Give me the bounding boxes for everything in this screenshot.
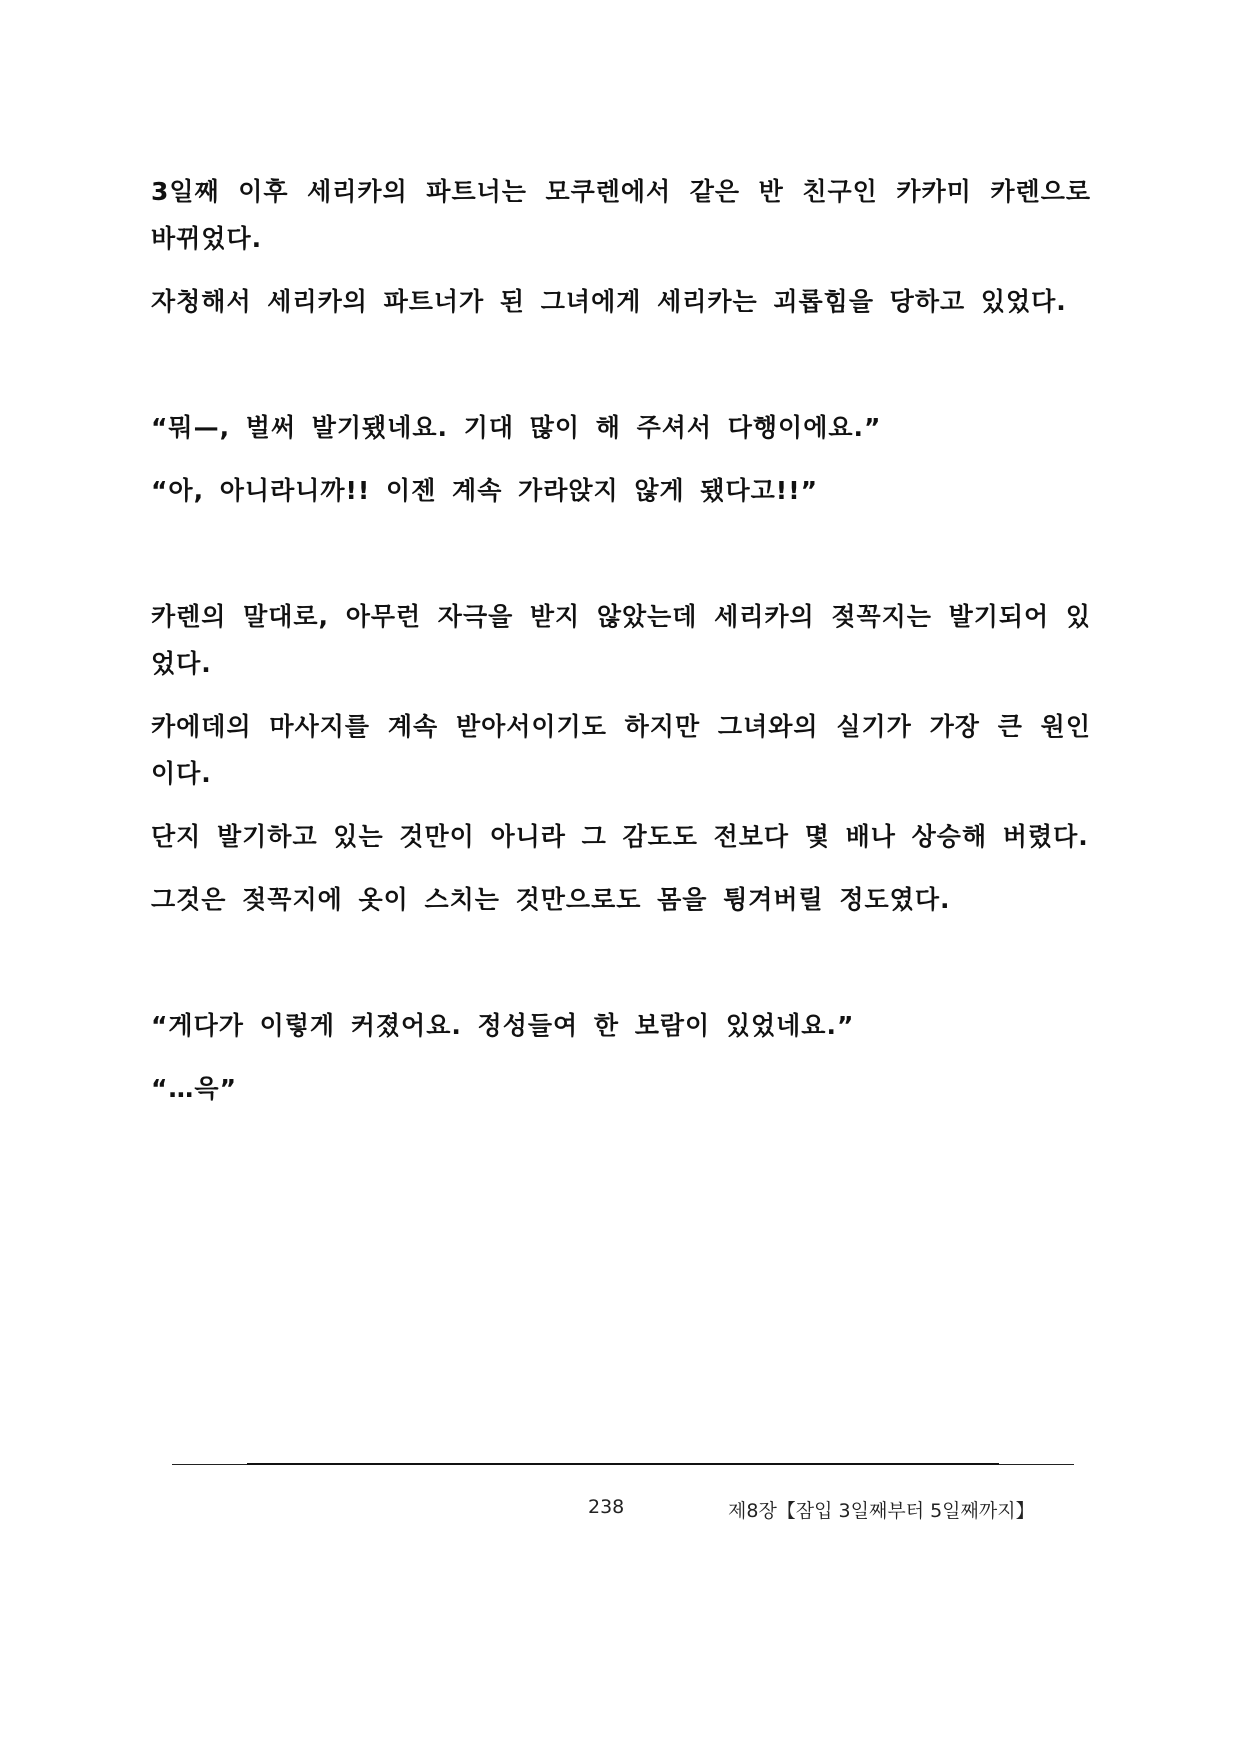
paragraph-gap — [151, 530, 1091, 593]
paragraph-gap — [151, 939, 1091, 1002]
footer-rule-accent — [247, 1463, 999, 1465]
paragraph-3: 카렌의 말대로, 아무런 자극을 받지 않았는데 세리카의 젖꼭지는 발기되어 있었다. — [151, 602, 1091, 678]
dialogue-2: “아, 아니라니까!! 이젠 계속 가라앉지 않게 됐다고!!” — [151, 476, 819, 505]
dialogue-4: “…윽” — [151, 1074, 238, 1103]
body-text — [151, 168, 1091, 1128]
dialogue-1: “뭐—, 벌써 발기됐네요. 기대 많이 해 주셔서 다행이에요.” — [151, 413, 882, 442]
paragraph-2: 자청해서 세리카의 파트너가 된 그녀에게 세리카는 괴롭힘을 당하고 있었다. — [151, 287, 1067, 316]
paragraph-6: 그것은 젖꼭지에 옷이 스치는 것만으로도 몸을 튕겨버릴 정도였다. — [151, 885, 951, 914]
paragraph-1: 3일째 이후 세리카의 파트너는 모쿠렌에서 같은 반 친구인 카카미 카렌으로 바뀌었다. — [151, 177, 1091, 253]
page-number: 238 — [588, 1496, 625, 1518]
dialogue-3: “게다가 이렇게 커졌어요. 정성들여 한 보람이 있었네요.” — [151, 1011, 855, 1040]
paragraph-5: 단지 발기하고 있는 것만이 아니라 그 감도도 전보다 몇 배나 상승해 버렸다. — [151, 822, 1089, 851]
paragraph-gap — [151, 341, 1091, 404]
chapter-title: 제8장【잠입 3일째부터 5일째까지】 — [728, 1500, 1035, 1522]
paragraph-4: 카에데의 마사지를 계속 받아서이기도 하지만 그녀와의 실기가 가장 큰 원인이다. — [151, 712, 1091, 788]
